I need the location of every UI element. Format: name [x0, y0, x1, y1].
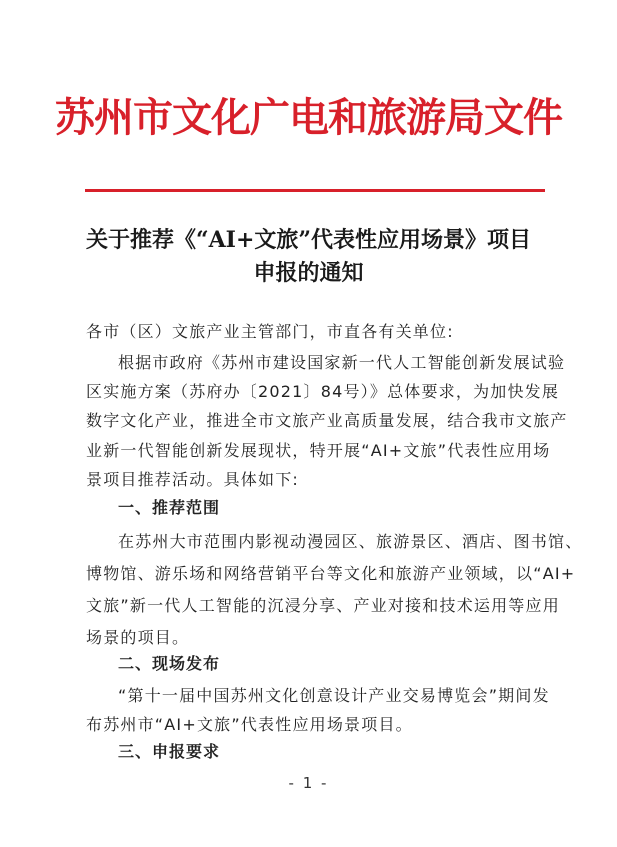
- section-text-line: 布苏州市“AI+文旅”代表性应用场景项目。: [86, 715, 413, 734]
- red-divider-line: [85, 189, 545, 192]
- intro-line: 业新一代智能创新发展现状，特开展“AI+文旅”代表性应用场: [86, 441, 551, 460]
- section-text-line: 在苏州大市范围内影视动漫园区、旅游景区、酒店、图书馆、: [118, 532, 583, 551]
- salutation: 各市（区）文旅产业主管部门，市直各有关单位:: [86, 322, 454, 341]
- intro-line: 景项目推荐活动。具体如下:: [86, 470, 299, 489]
- document-title-line-1: 关于推荐《“AI+文旅”代表性应用场景》项目: [85, 227, 532, 253]
- intro-line: 数字文化产业，推进全市文旅产业高质量发展，结合我市文旅产: [86, 411, 568, 430]
- document-title-line-2: 申报的通知: [253, 260, 364, 286]
- page-number: - 1 -: [288, 774, 329, 792]
- section-text-line: 博物馆、游乐场和网络营销平台等文化和旅游产业领域，以“AI+: [86, 564, 576, 583]
- intro-line: 根据市政府《苏州市建设国家新一代人工智能创新发展试验: [118, 353, 566, 372]
- intro-line: 区实施方案（苏府办〔2021〕84号）》总体要求，为加快发展: [86, 382, 560, 401]
- section-text-line: 文旅”新一代人工智能的沉浸分享、产业对接和技术运用等应用: [86, 596, 560, 615]
- issuer-title: 苏州市文化广电和旅游局文件: [55, 94, 562, 141]
- section-text-line: “第十一届中国苏州文化创意设计产业交易博览会”期间发: [118, 686, 550, 705]
- section-text-line: 场景的项目。: [86, 628, 190, 647]
- section-heading-requirements: 三、申报要求: [118, 742, 221, 761]
- section-heading-scope: 一、推荐范围: [118, 498, 221, 517]
- section-heading-release: 二、现场发布: [118, 654, 221, 673]
